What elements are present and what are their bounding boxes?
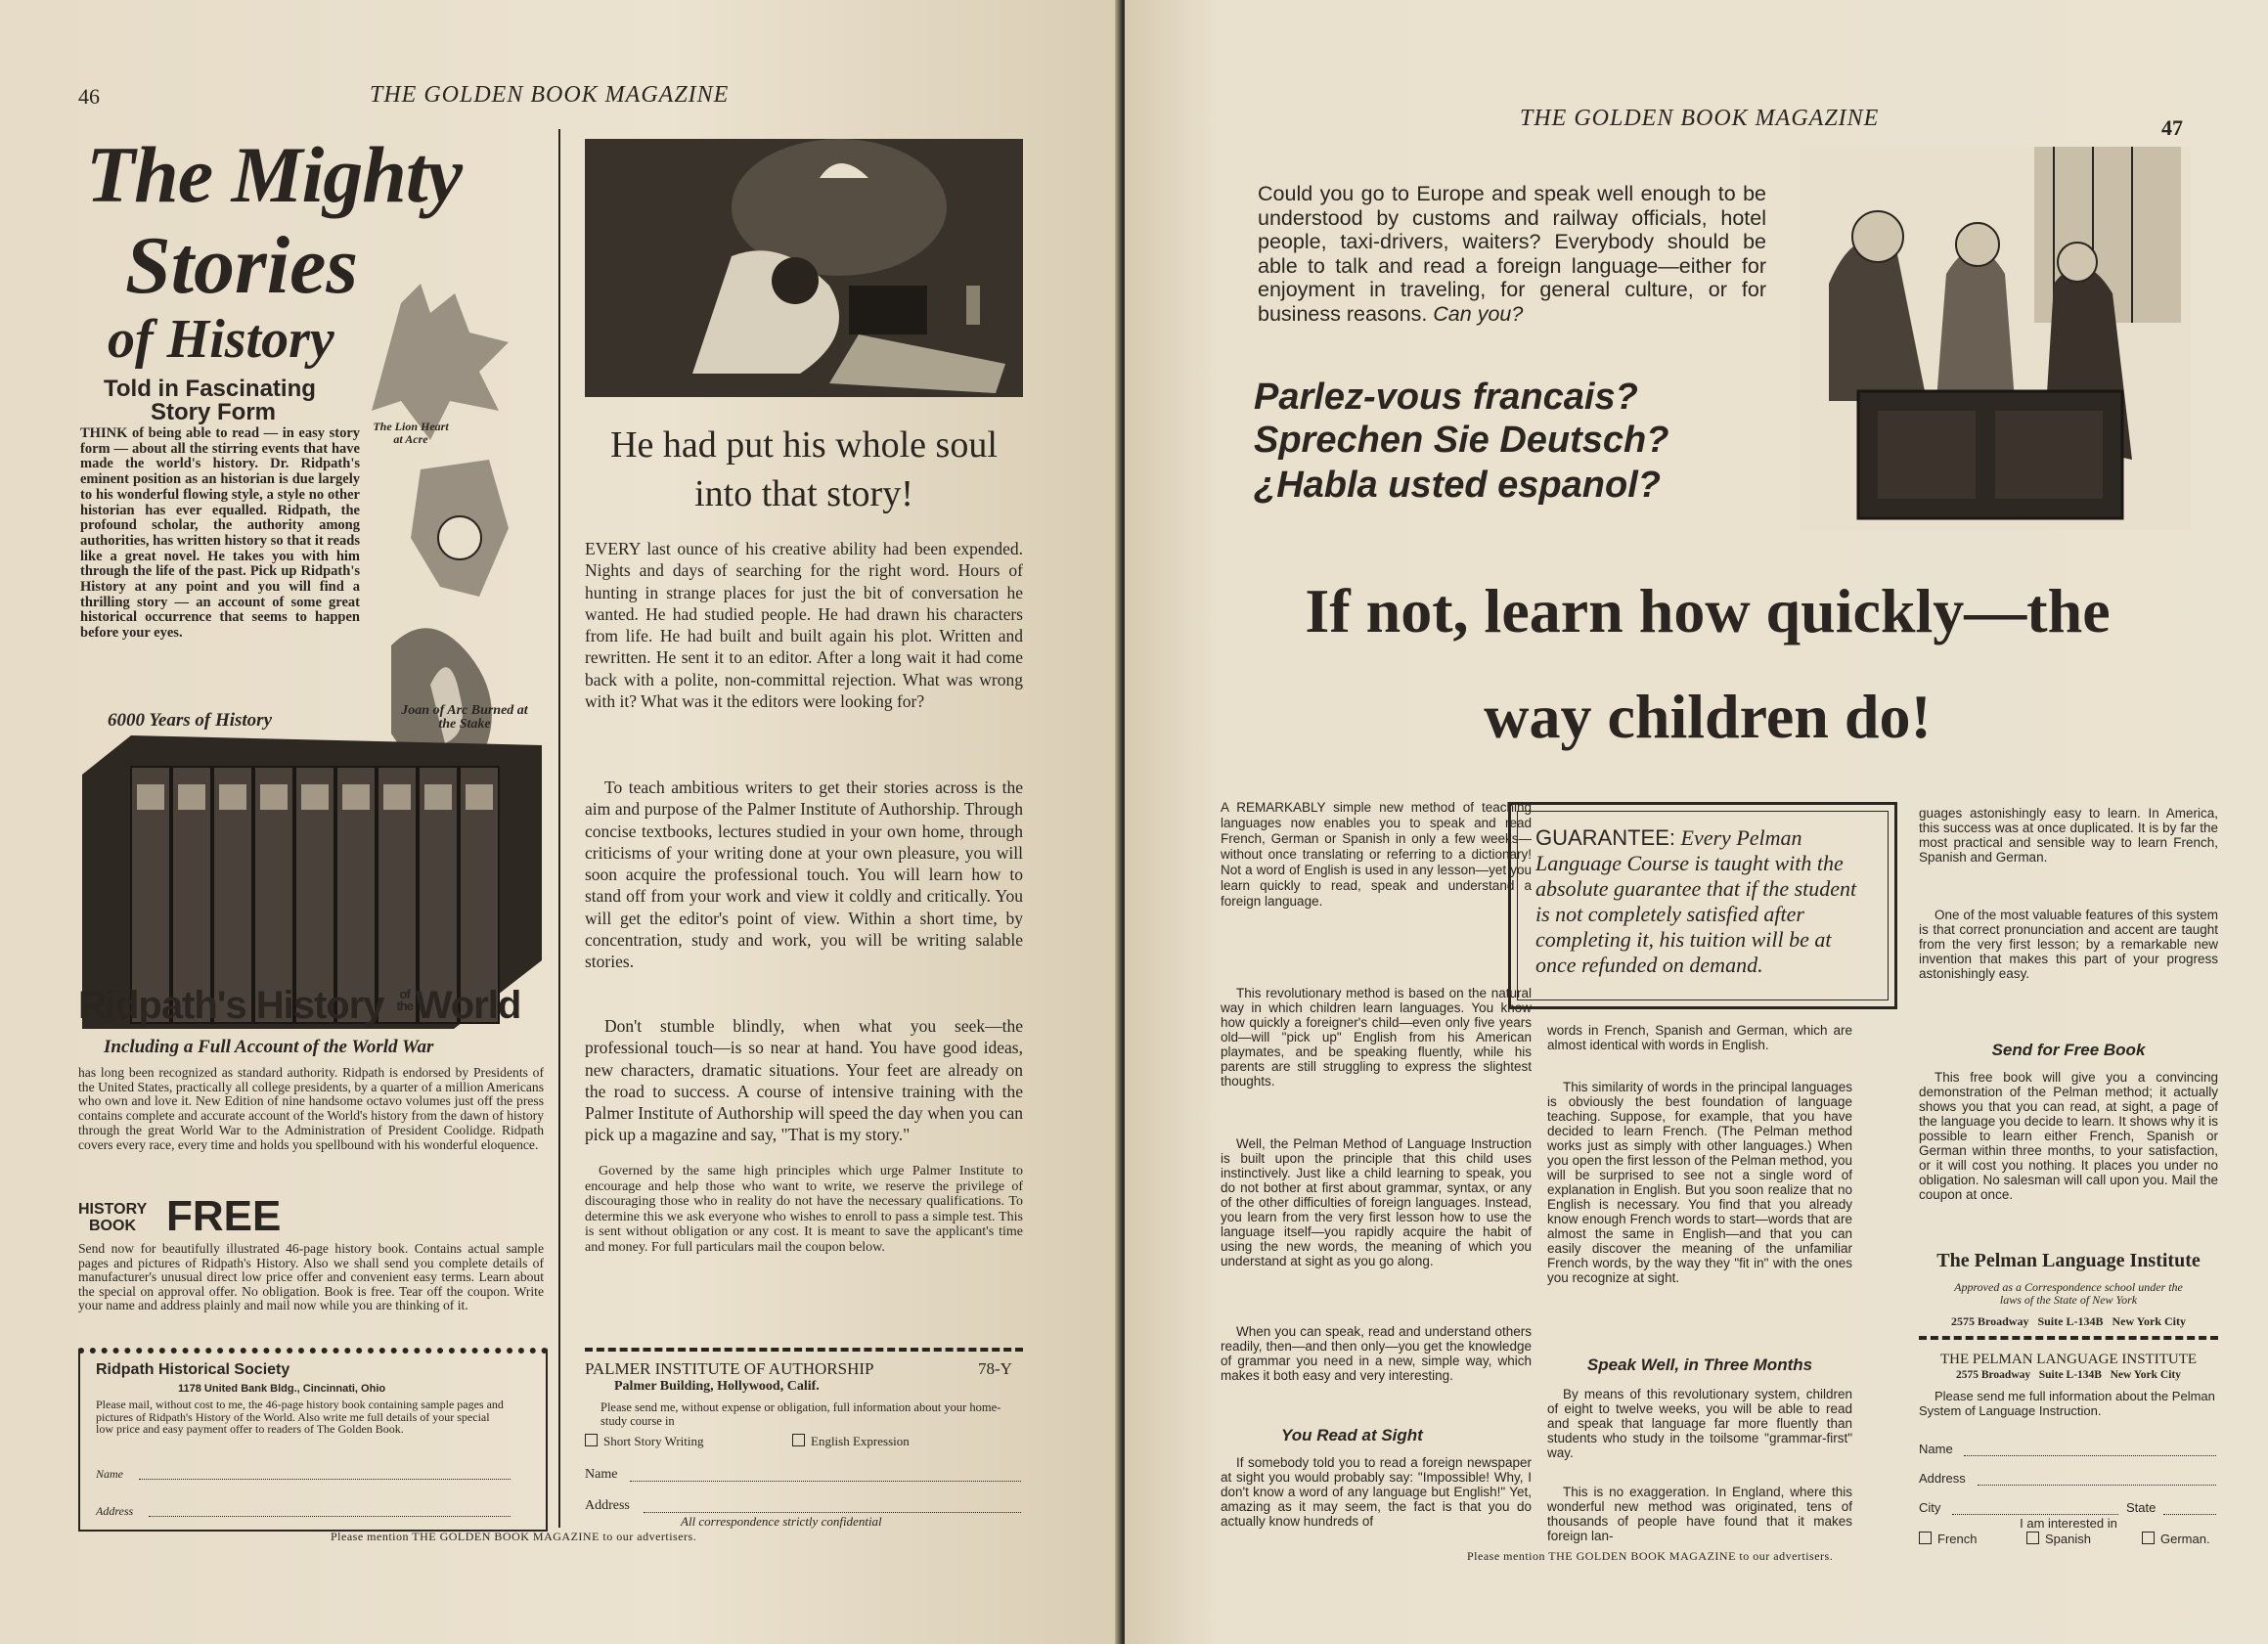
ridpath-headline-2: Stories (125, 220, 359, 311)
left-footer: Please mention THE GOLDEN BOOK MAGAZINE to our advertisers. (331, 1530, 697, 1543)
pelman-city-label: City (1919, 1500, 1941, 1515)
coupon-name-label: Name (96, 1467, 123, 1481)
col3-p3: This free book will give you a convincing demonstration of the Pelman method; it actually shows you that you can read, at sight, a page of the language you decide to learn. It shows why it is possible to learn either French, Spanish or German within three months, to your satisfaction, or it will cost you nothing. It places you under no obligation. No salesman will call upon you. Mail the coupon at once. (1919, 1070, 2218, 1202)
col1-heading: You Read at Sight (1281, 1426, 1423, 1444)
col1-p3: Well, the Pelman Method of Language Instruction is built upon the principle that this child uses instinctively. Just like a child learning to speak, you do not bother at first about grammar, syntax, or any of the other difficulties of foreign languages. Instead, you learn from the very first lesson how to use the language itself—you rapidly acquire the habit of using the new words, the meaning of which you understand at sight as you go along. (1221, 1136, 1532, 1268)
guarantee-label: GUARANTEE: (1535, 825, 1676, 850)
ridpath-headline-3: of History (108, 309, 334, 370)
ridpath-body: has long been recognized as standard authority. Ridpath is endorsed by Presidents of the United States, practically all college presidents, by a quarter of a million Americans who own and love it. New Edition of nine handsome octavo volumes just off the press contains complete and accurate account of the World's history from the dawn of history through the great World War to the Administration of President Coolidge. Ridpath covers every race, every time and holds you spellbound with his wonderful eloquence. (78, 1065, 544, 1152)
ridpath-subhead-2: Story Form (151, 399, 277, 425)
pelman-cut-line (1919, 1336, 2218, 1340)
confidential-note: All correspondence strictly confidential (681, 1514, 882, 1529)
checkbox-french[interactable] (1919, 1532, 1932, 1544)
column-divider (558, 129, 560, 1528)
lang-french: Parlez-vous francais? (1254, 377, 1638, 418)
running-head: THE GOLDEN BOOK MAGAZINE (370, 82, 730, 108)
ridpath-title-world: World (415, 984, 521, 1027)
guarantee-text: Every Pelman Language Course is taught with the absolute guarantee that if the student is not completely satisfied after completing it, his tuition will be at once refunded on demand. (1535, 825, 1857, 977)
col1-p5: If somebody told you to read a foreign newspaper at sight you would probably say: "Impossible! Why, I don't know a word of any language but English!" Yet, amazing as it may seem, the fact is that you do actually know hundreds of (1221, 1455, 1532, 1529)
option-german-label: German. (2160, 1532, 2210, 1546)
option-french-label: French (1937, 1532, 1978, 1546)
approved-note: Approved as a Correspondence school under the laws of the State of New York (1954, 1280, 2183, 1307)
option-french[interactable] (1919, 1532, 1977, 1546)
option-german[interactable] (2142, 1532, 2210, 1546)
checkbox-short-story[interactable] (585, 1434, 598, 1446)
ridpath-intro: THINK of being able to read — in easy story form — about all the stirring events that have made the world's history. Dr. Ridpath's eminent position as an historian is due largely to his wonderful flowing style, a style no other historian has ever equalled. Ridpath, the profound scholar, the authority among authorities, has written history so that it reads like a great novel. He takes you with him through the life of the past. Pick up Ridpath's History at any point and you will find a thrilling story — an account of some great historical occurrence that seems to happen before your eyes. (80, 425, 360, 642)
palmer-ad (585, 139, 1023, 1528)
pelman-intro-question: Can you? (1433, 301, 1524, 326)
pelman-coupon-title: THE PELMAN LANGUAGE INSTITUTE (1939, 1352, 2198, 1367)
option-spanish[interactable] (2026, 1532, 2091, 1546)
running-head-right: THE GOLDEN BOOK MAGAZINE (1520, 106, 1880, 131)
option-english-label: English Expression (811, 1434, 910, 1448)
caption-joan: Joan of Arc Burned at the Stake (401, 703, 528, 732)
pelman-coupon-text: Please send me full information about the Pelman System of Language Instruction. (1919, 1389, 2215, 1418)
pelman-name-line[interactable] (1964, 1455, 2216, 1456)
palmer-address-label: Address (585, 1498, 630, 1513)
col3-p1: guages astonishingly easy to learn. In America, this success was at once duplicated. It is by far the most practical and sensible way to learn French, Spanish and German. (1919, 806, 2218, 865)
ridpath-title (78, 984, 520, 1028)
pelman-coupon-address: 2575 Broadway Suite L-134B New York City (1955, 1369, 2181, 1381)
col1-p1: A REMARKABLY simple new method of teaching languages now enables you to speak and read French, German or Spanish in only a few weeks—without once translating or referring to a dictionary! Not a word of English is used in any lesson—yet you learn quickly to read, speak and understand a foreign language. (1221, 800, 1532, 909)
guarantee-inner (1517, 811, 1889, 1000)
pelman-address-line[interactable] (1978, 1485, 2216, 1486)
pelman-intro-text: Could you go to Europe and speak well enough to be understood by customs and railway officials, hotel people, taxi-drivers, waiters? Everybody should be able to talk and read a foreign language—either for enjoyment in traveling, for general culture, or for business reasons. (1258, 182, 1766, 326)
col3-heading: Send for Free Book (1991, 1041, 2146, 1059)
col2-p4: This is no exaggeration. In England, where this wonderful new method was originated, tens of thousands of people have found that it makes foreign lan- (1547, 1485, 1852, 1543)
palmer-coupon-address: Palmer Building, Hollywood, Calif. (614, 1379, 820, 1394)
years-label: 6000 Years of History (108, 710, 273, 731)
free-label: FREE (166, 1192, 282, 1240)
checkbox-german[interactable] (2142, 1532, 2155, 1544)
pelman-city-line[interactable] (1952, 1514, 2118, 1515)
interested-label: I am interested in (2020, 1516, 2117, 1531)
pelman-headline-1: If not, learn how quickly—the (1305, 576, 2111, 645)
palmer-coupon-code: 78-Y (978, 1359, 1012, 1378)
col2-p1: words in French, Spanish and German, which are almost identical with words in English. (1547, 1023, 1852, 1052)
ridpath-headline-1: The Mighty (86, 130, 463, 219)
ridpath-coupon[interactable] (78, 1348, 548, 1532)
institute-name: The Pelman Language Institute (1936, 1250, 2201, 1271)
checkbox-spanish[interactable] (2026, 1532, 2039, 1544)
ridpath-subhead-1: Told in Fascinating (104, 376, 316, 402)
col2-p3: By means of this revolutionary system, children of eight to twelve weeks, you will be able to read and speak that language far more fluently than students who study in the toilsome "grammar-first" way. (1547, 1387, 1852, 1460)
col1-p4: When you can speak, read and understand others readily, then—and then only—you get the knowledge of grammar you need in a new, simple way, which makes it both easy and very interesting. (1221, 1324, 1532, 1383)
col3-p2: One of the most valuable features of this system is that correct pronunciation and accent are taught from the very first lesson; by a remarkable new invention that makes this part of your progress astonishingly easy. (1919, 908, 2218, 981)
palmer-coupon-title: PALMER INSTITUTE OF AUTHORSHIP (585, 1359, 874, 1378)
col2-heading: Speak Well, in Three Months (1586, 1355, 1813, 1374)
pelman-state-line[interactable] (2163, 1514, 2216, 1515)
lang-german: Sprechen Sie Deutsch? (1254, 420, 1669, 461)
caption-lionheart: The Lion Heart at Acre (373, 420, 449, 446)
palmer-coupon-text: Please send me, without expense or obligation, full information about your home-study course in (600, 1400, 1001, 1428)
palmer-p4: Governed by the same high principles which urge Palmer Institute to encourage and help those who want to write, we reserve the privilege of discouraging those who in reality do not have the necessary qualifications. To determine this we ask everyone who wishes to enroll to pass a simple test. This is sent without obligation or any cost. It is meant to save the applicant's time and money. For full particulars mail the coupon below. (585, 1164, 1023, 1255)
pelman-headline-2: way children do! (1484, 682, 1932, 751)
col1-p2: This revolutionary method is based on the natural way in which children learn languages. You know how quickly a foreigner's child—even only five years old—will "pick up" English from his American playmates, and be speaking fluently, while his parents are still struggling to express the slightest thoughts. (1221, 986, 1532, 1089)
palmer-p1: EVERY last ounce of his creative ability had been expended. Nights and days of searching for the right word. Hours of hunting in strange places for just the bit of conversation he wanted. He had studied people. He had drawn his characters from life. He had built and built again his plot. Written and rewritten. He sent it to an editor. After a long wait it had come back with a polite, non-committal rejection. What was wrong with it? What was it the editors were looking for? (585, 539, 1023, 712)
option-english[interactable] (792, 1434, 910, 1449)
pelman-state-label: State (2126, 1500, 2157, 1515)
pelman-intro (1258, 182, 1766, 327)
checkbox-english[interactable] (792, 1434, 805, 1446)
writer-illustration (585, 139, 1023, 397)
left-page (0, 0, 1121, 1644)
option-spanish-label: Spanish (2045, 1532, 2091, 1546)
palmer-p3: Don't stumble blindly, when what you seek—the professional touch—is so near at hand. You have good ideas, new characters, dramatic situations. Your feet are already on the road to success. A course of intensive training with the Palmer Institute of Authorship will speed the day when you can pick up a magazine and say, "That is my story." (585, 1016, 1023, 1145)
palmer-headline: He had put his whole soul into that story! (610, 424, 998, 514)
coupon-text: Please mail, without cost to me, the 46-page history book containing sample pages and pictures of Ridpath's History of the World. Also write me full details of your special low price and easy payment offer to readers of The Golden Book. (96, 1398, 504, 1436)
palmer-name-line[interactable] (630, 1481, 1021, 1482)
ridpath-title-main: Ridpath's History (78, 984, 384, 1027)
palmer-name-label: Name (585, 1467, 618, 1482)
ridpath-ad (78, 127, 544, 1524)
coupon-address-label: Address (96, 1504, 134, 1518)
coupon-org: Ridpath Historical Society (96, 1361, 290, 1378)
pelman-address-label: Address (1919, 1471, 1966, 1486)
palmer-p2: To teach ambitious writers to get their stories across is the aim and purpose of the Palmer Institute of Authorship. Through concise textbooks, lectures studied in your own home, through criticisms of your writing done at your own pleasure, you will soon acquire the professional touch. You will learn how to stand off from your work and view it coldly and critically. You will get the editor's point of view. Within a short time, by concentration, study and work, you will be writing salable stories. (585, 778, 1023, 972)
free-offer-text: Send now for beautifully illustrated 46-page history book. Contains actual sample pages and pictures of Ridpath's History. Also we shall send you complete details of manufacturer's unusual direct low price offer and convenient easy terms. Learn about the special on approval offer. No obligation. Book is free. Tear off the coupon. Write your name and address plainly and mail now while you are thinking of it. (78, 1241, 544, 1313)
pelman-name-label: Name (1919, 1442, 1953, 1456)
option-short-story[interactable] (585, 1434, 704, 1449)
history-book-label: HISTORY BOOK (78, 1201, 148, 1234)
page-number-right: 47 (2161, 115, 2183, 140)
page-number: 46 (78, 84, 100, 109)
coupon-cut-line (585, 1348, 1023, 1352)
coupon-address: 1178 United Bank Bldg., Cincinnati, Ohio (178, 1383, 386, 1395)
palmer-address-line[interactable] (644, 1512, 1021, 1513)
travelers-illustration (1800, 147, 2191, 530)
ridpath-title-of-the: of the (396, 987, 413, 1013)
right-footer: Please mention THE GOLDEN BOOK MAGAZINE to our advertisers. (1467, 1549, 1834, 1563)
coupon-name-line[interactable] (139, 1479, 511, 1480)
option-short-story-label: Short Story Writing (603, 1434, 704, 1448)
lang-spanish: ¿Habla usted espanol? (1254, 465, 1661, 506)
institute-address: 2575 Broadway Suite L-134B New York City (1950, 1314, 2186, 1328)
ridpath-tagline: Including a Full Account of the World War (104, 1037, 434, 1057)
guarantee-box (1508, 802, 1897, 1009)
coupon-address-line[interactable] (149, 1516, 511, 1517)
col2-p2: This similarity of words in the principal languages is obviously the best foundation of language teaching. Suppose, for example, that you have decided to learn French. (The Pelman method works just as simply with other languages.) When you open the first lesson of the Pelman method, you will be surprised to see not a single word of explanation in English. But you soon realize that no English is necessary. You find that you already know enough French words to start—words that are almost the same in English—and that you can easily discover the meaning of the unfamiliar French words, by the way they "fit in" with the ones you recognize at sight. (1547, 1080, 1852, 1285)
right-page (1125, 0, 2268, 1644)
